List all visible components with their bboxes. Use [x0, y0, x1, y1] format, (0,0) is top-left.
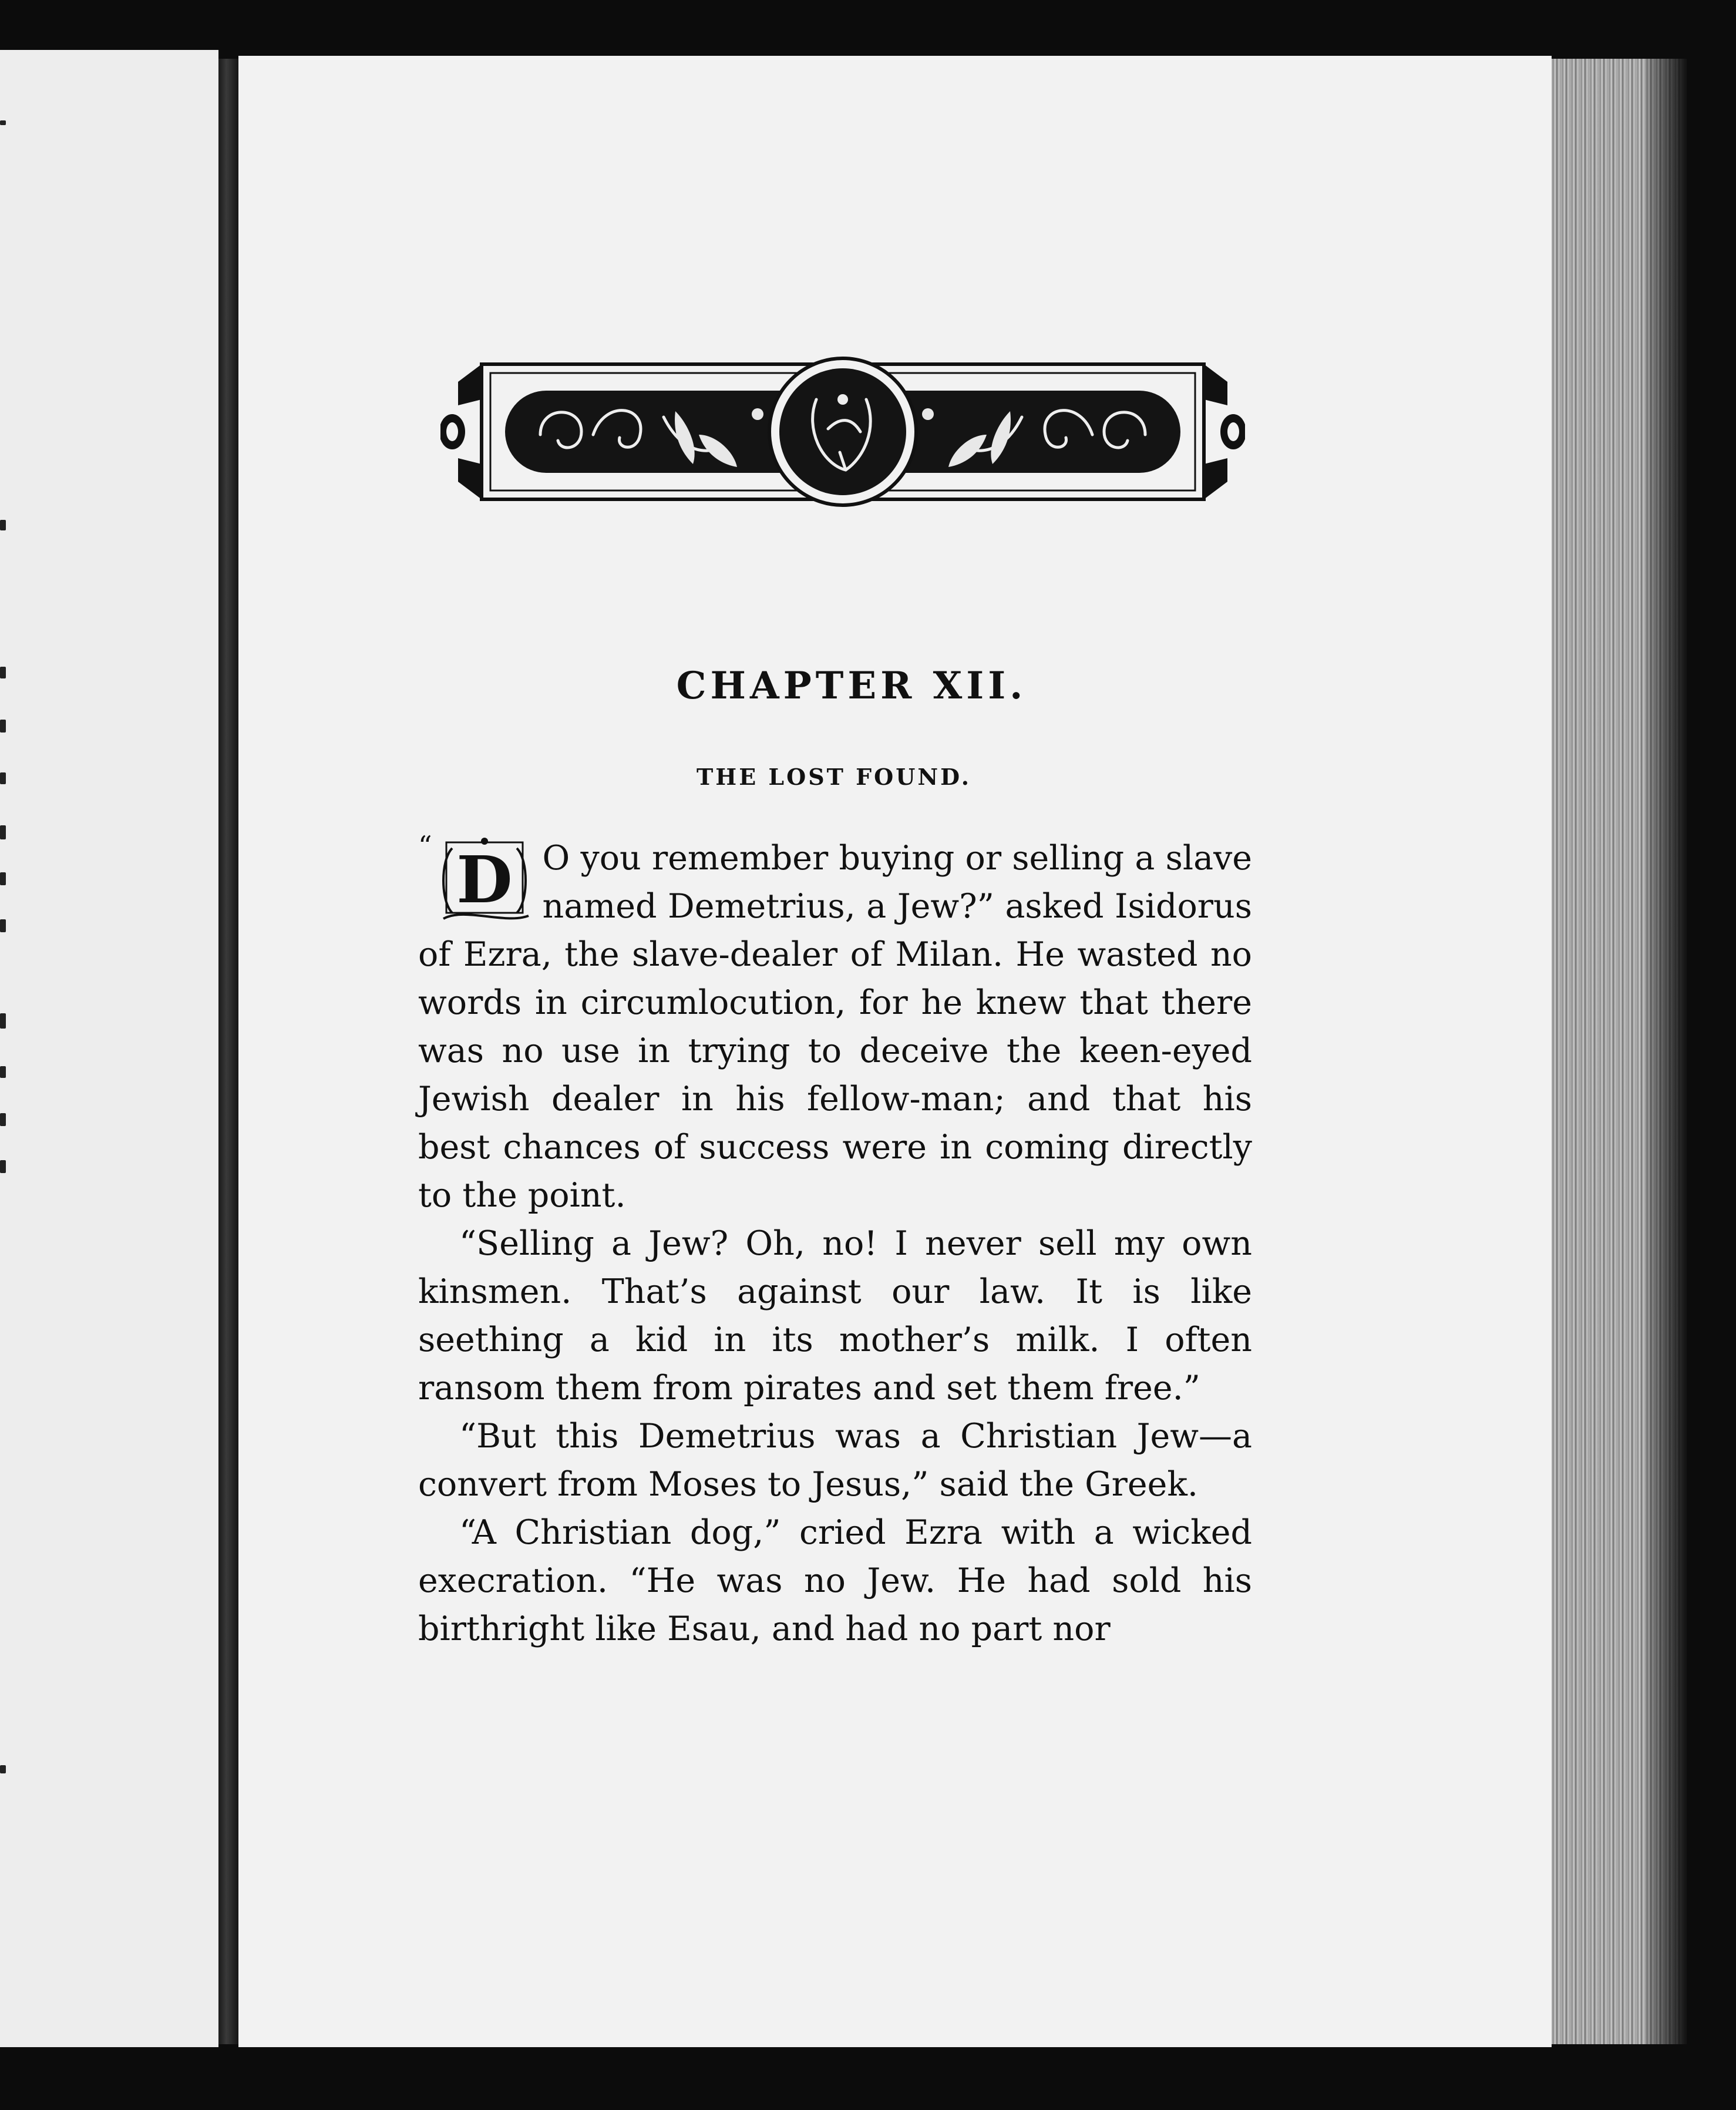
- dropcap-letter: D: [456, 842, 513, 918]
- floral-scroll-headpiece-icon: [440, 347, 1245, 517]
- ornate-dropcap-d-icon: [435, 836, 534, 925]
- page-edges-stack: [1552, 59, 1687, 2044]
- left-page-edge: [0, 50, 218, 2047]
- chapter-subtitle: THE LOST FOUND.: [697, 764, 971, 790]
- left-page-text-remnants: [0, 50, 18, 2047]
- paragraph-3: “But this Demetrius was a Christian Jew—a convert from Moses to Jesus,” said the Greek.: [418, 1417, 1252, 1504]
- paragraph-1: [418, 830, 1252, 1219]
- paragraph-2: “Selling a Jew? Oh, no! I never sell my own kinsmen. That’s against our law. It is like seething a kid in its mother’s milk. I often ransom them from pirates and set them free.”: [418, 1224, 1252, 1407]
- chapter-title: CHAPTER XII.: [676, 664, 1027, 708]
- paragraph-4: “A Christian dog,” cried Ezra with a wicked execration. “He was no Jew. He had sold his birthright like Esau, and had no part nor: [418, 1513, 1252, 1648]
- paragraph-1-text: O you remember buying or selling a slave named Demetrius, a Jew?” asked Isidorus of Ezra, the slave-dealer of Milan. He wasted no words in circumlocution, for he knew that there was no use in trying to deceive the keen-eyed Jewish dealer in his fellow-man; and that his best chances of success were in coming directly to the point.: [418, 839, 1252, 1215]
- book-spine-gutter: [218, 59, 238, 2044]
- opening-quote-mark: “: [418, 830, 432, 862]
- chapter-body-text: [418, 830, 1252, 1653]
